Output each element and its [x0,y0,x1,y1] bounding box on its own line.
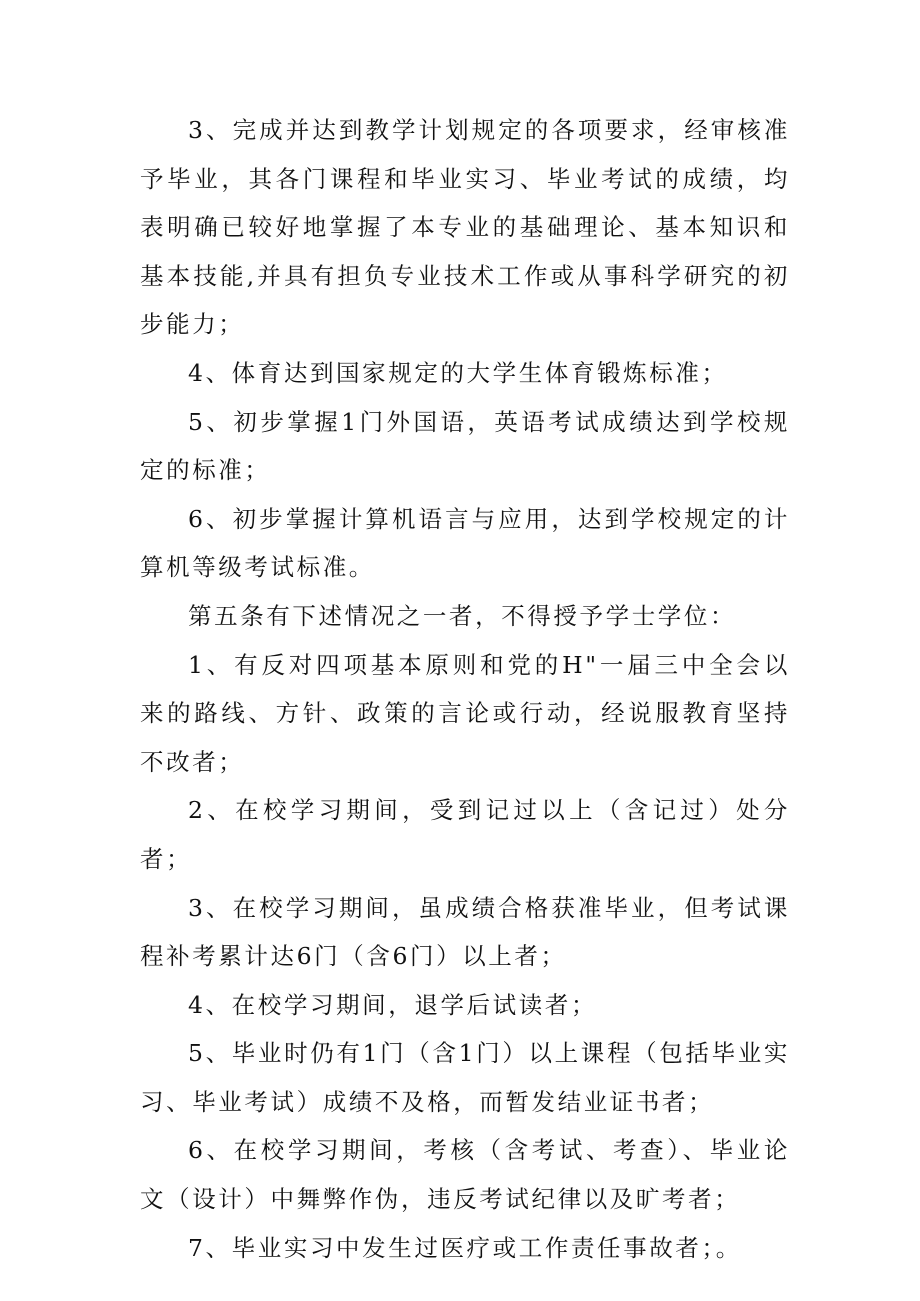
paragraph-article-5-heading: 第五条有下述情况之一者，不得授予学士学位： [188,601,737,630]
paragraph-exclusion-4: 4、在校学习期间，退学后试读者； [188,990,598,1019]
paragraph-requirement-6: 6、初步掌握计算机语言与应用，达到学校规定的计算机等级考试标准。 [140,504,790,582]
paragraph-requirement-4: 4、体育达到国家规定的大学生体育锻炼标准； [188,358,728,387]
paragraph-exclusion-3: 3、在校学习期间，虽成绩合格获准毕业，但考试课程补考累计达6门（含6门）以上者； [140,893,790,971]
paragraph-exclusion-1: 1、有反对四项基本原则和党的H"一届三中全会以来的路线、方针、政策的言论或行动，经说服教育坚持不改者； [140,650,790,776]
paragraph-exclusion-2: 2、在校学习期间，受到记过以上（含记过）处分者； [140,796,790,873]
document-body [140,106,790,1272]
paragraph-exclusion-6: 6、在校学习期间，考核（含考试、考查）、毕业论文（设计）中舞弊作伪，违反考试纪律以及旷考者； [140,1136,790,1214]
paragraph-requirement-3: 3、完成并达到教学计划规定的各项要求，经审核准予毕业，其各门课程和毕业实习、毕业考试的成绩，均表明确已较好地掌握了本专业的基础理论、基本知识和基本技能,并具有担负专业技术工作或从事科学研究的初步能力； [140,116,790,339]
paragraph-exclusion-7: 7、毕业实习中发生过医疗或工作责任事故者；。 [188,1233,742,1262]
paragraph-exclusion-5: 5、毕业时仍有1门（含1门）以上课程（包括毕业实习、毕业考试）成绩不及格，而暂发结业证书者； [140,1039,790,1116]
paragraph-requirement-5: 5、初步掌握1门外国语，英语考试成绩达到学校规定的标准； [140,407,790,485]
